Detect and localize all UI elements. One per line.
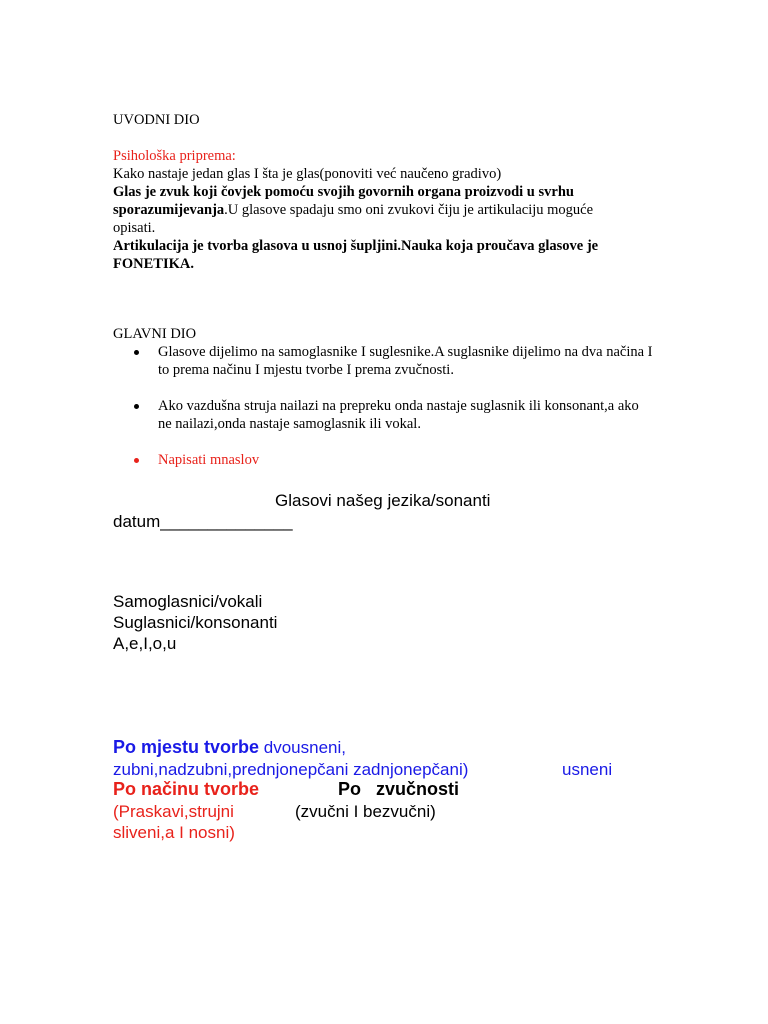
- glas-definition-rest: .U glasove spadaju smo oni zvukovi čiju je artikulaciju moguće opisati.: [113, 202, 594, 236]
- board-title: Glasovi našeg jezika/sonanti: [275, 491, 491, 510]
- nacin-tvorbe-list-2: sliveni,a I nosni): [113, 823, 235, 842]
- vokali-list: A,e,I,o,u: [113, 634, 177, 653]
- zvucnost-label: Po zvučnosti: [338, 779, 460, 799]
- artikulacija-definition: Artikulacija je tvorba glasova u usnoj šupljini.Nauka koja proučava glasove je FONETIKA.: [113, 238, 599, 272]
- datum-line: datum______________: [113, 512, 293, 531]
- intro-line-1: Kako nastaje jedan glas I šta je glas(ponoviti već naučeno gradivo): [113, 166, 502, 182]
- nacin-tvorbe-list-1: (Praskavi,strujni: [113, 802, 234, 821]
- mjesto-tvorbe-line: [113, 737, 346, 758]
- mjesto-tvorbe-list-2: zubni,nadzubni,prednjonepčani zadnjonepčani): [113, 760, 469, 779]
- prep-label: Psihološka priprema:: [113, 148, 236, 164]
- list-item: [113, 397, 653, 433]
- list-item-text: Glasove dijelimo na samoglasnike I suglesnike.A suglasnike dijelimo na dva načina I to prema načinu I mjestu tvorbe I prema zvučnosti.: [158, 344, 653, 378]
- bullet-icon: [134, 404, 139, 409]
- list-item: [113, 343, 653, 379]
- nacin-tvorbe-label: Po načinu tvorbe: [113, 779, 260, 799]
- mjesto-tvorbe-label: Po mjestu tvorbe: [113, 737, 260, 757]
- zvucnost-list: (zvučni I bezvučni): [295, 802, 436, 821]
- samoglasnici-label: Samoglasnici/vokali: [113, 592, 263, 611]
- glas-definition: [113, 183, 633, 237]
- main-heading: GLAVNI DIO: [113, 326, 197, 342]
- bullet-icon: [134, 350, 139, 355]
- usneni-label: usneni: [562, 760, 613, 779]
- list-item-text: Napisati mnaslov: [158, 452, 260, 468]
- intro-heading: UVODNI DIO: [113, 112, 200, 128]
- list-item-text: Ako vazdušna struja nailazi na prepreku onda nastaje suglasnik ili konsonant,a ako ne nailazi,onda nastaje samoglasnik ili vokal.: [158, 398, 639, 432]
- main-bullet-list: [113, 343, 653, 469]
- list-item: [113, 451, 653, 469]
- bullet-icon: [134, 458, 139, 463]
- glas-definition-bold: Glas je zvuk koji čovjek pomoću svojih govornih organa proizvodi u svrhu sporazumijevanja: [113, 184, 574, 218]
- suglasnici-label: Suglasnici/konsonanti: [113, 613, 278, 632]
- mjesto-tvorbe-list-1: dvousneni,: [259, 738, 346, 757]
